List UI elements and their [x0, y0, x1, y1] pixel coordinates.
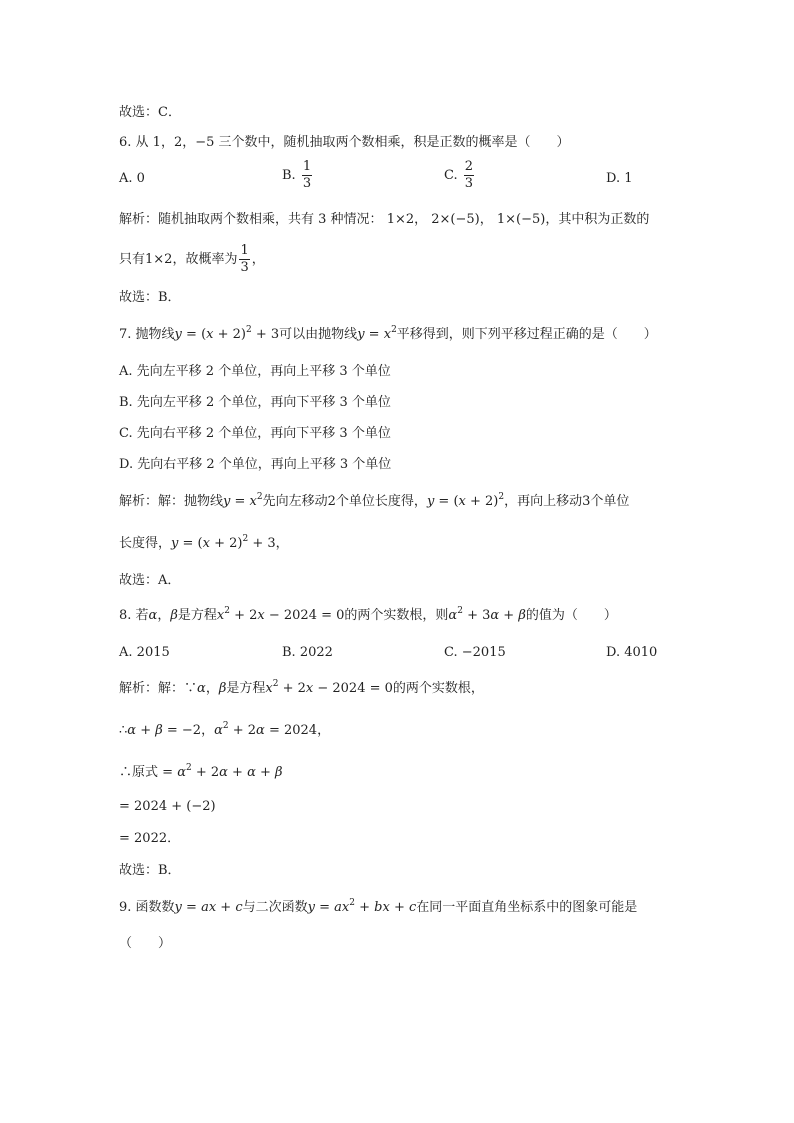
fraction: $\frac{1}{3}$ — [240, 243, 249, 275]
q8-stem: 8. 若α，β是方程$x^2 + 2x - 2024 = 0$的两个实数根，则$\alpha^2 + 3\alpha + \beta$的值为（ ） — [119, 606, 617, 623]
fraction: $\frac{1}{3}$ — [302, 159, 312, 191]
q6-option-d: D. 1 — [606, 171, 633, 186]
q6-option-c: C. $\frac{2}{3}$ — [444, 159, 474, 191]
fraction: $\frac{2}{3}$ — [464, 159, 474, 191]
q7-solution-line2: 长度得，$y = (x + 2)^2 + 3$， — [119, 534, 289, 551]
q8-solution-line1: 解析：解：∵α，β是方程$x^2 + 2x - 2024 = 0$的两个实数根， — [119, 679, 484, 696]
q8-option-b: B. 2022 — [282, 645, 333, 660]
q7-option-a: A. 先向左平移 2 个单位，再向上平移 3 个单位 — [119, 364, 391, 379]
q8-option-d: D. 4010 — [606, 645, 658, 660]
q7-option-d: D. 先向右平移 2 个单位，再向上平移 3 个单位 — [119, 457, 392, 472]
q9-stem-line1: 9. 函数数y = ax + c与二次函数$y = ax^2$ + bx + c在同一平面直角坐标系中的图象可能是 — [119, 898, 638, 915]
q8-option-a: A. 2015 — [119, 645, 170, 660]
q8-option-c: C. −2015 — [444, 645, 506, 660]
q7-stem: 7. 抛物线$y = (x + 2)^2 + 3$可以由抛物线$y = x^2$平移得到，则下列平移过程正确的是（ ） — [119, 325, 657, 342]
q7-answer: 故选：A． — [119, 573, 181, 588]
q7-option-b: B. 先向左平移 2 个单位，再向下平移 3 个单位 — [119, 395, 391, 410]
q7-option-c: C. 先向右平移 2 个单位，再向下平移 3 个单位 — [119, 426, 391, 441]
q6-solution-line1: 解析：随机抽取两个数相乘，共有 3 种情况： 1×2， 2×(−5)， 1×(−5)，其中积为正数的 — [119, 212, 650, 227]
q8-solution-line2: ∴α + β = −2，$\alpha^2 + 2\alpha = 2024$， — [119, 721, 331, 738]
q8-solution-line3: ∴原式 = $\alpha^2 + 2\alpha + \alpha + \beta$ — [119, 763, 283, 780]
q8-solution-line5: = 2022． — [119, 831, 181, 846]
q6-option-a: A. 0 — [119, 171, 145, 186]
q6-stem: 6. 从 1，2，−5 三个数中，随机抽取两个数相乘，积是正数的概率是（ ） — [119, 135, 570, 150]
q5-answer: 故选：C． — [119, 105, 181, 120]
q6-option-b: B. $\frac{1}{3}$ — [282, 159, 312, 191]
q6-solution-line2: 只有1×2，故概率为 $\frac{1}{3}$ ， — [119, 243, 265, 275]
q6-answer: 故选：B． — [119, 290, 181, 305]
q8-answer: 故选：B． — [119, 863, 181, 878]
q8-solution-line4: = 2024 + (−2) — [119, 799, 216, 814]
q7-solution-line1: 解析：解：抛物线$y = x^2$先向左移动2个单位长度得，$y = (x + 2)^2$，再向上移动3个单位 — [119, 492, 630, 509]
q9-stem-line2: （ ） — [119, 936, 172, 951]
